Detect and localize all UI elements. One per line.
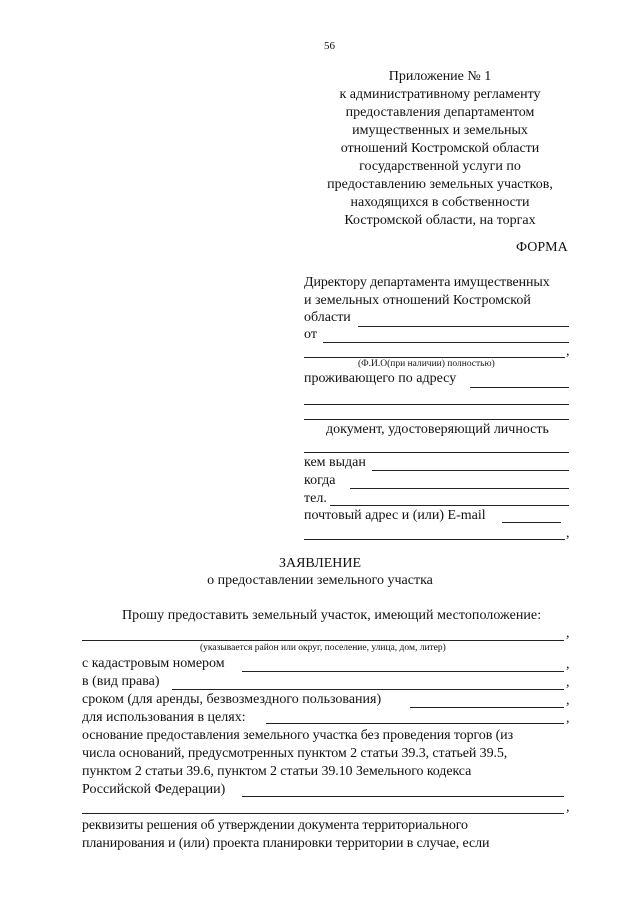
appendix-line: государственной услуги по: [359, 159, 521, 174]
basis-line: пунктом 2 статьи 39.6, пунктом 2 статьи 39.10 Земельного кодекса: [82, 764, 472, 779]
from-blank[interactable]: [323, 342, 569, 343]
comma: ,: [566, 693, 570, 708]
purpose-blank[interactable]: [266, 723, 564, 724]
issued-by-label: кем выдан: [304, 455, 366, 470]
identity-blank[interactable]: [304, 452, 569, 453]
addressee-line: Директору департамента имущественных: [304, 275, 550, 290]
fio-hint: (Ф.И.О(при наличии) полностью): [358, 359, 495, 369]
appendix-line: предоставления департаментом: [345, 105, 535, 120]
appendix-line: к административному регламенту: [339, 87, 541, 102]
comma: ,: [566, 711, 570, 726]
term-blank[interactable]: [410, 707, 564, 708]
comma: ,: [566, 657, 570, 672]
cadastral-blank[interactable]: [242, 671, 564, 672]
right-type-label: в (вид права): [82, 674, 160, 689]
basis-blank[interactable]: [242, 796, 564, 797]
address-blank-1[interactable]: [304, 404, 569, 405]
application-title: ЗАЯВЛЕНИЕ: [278, 556, 362, 571]
identity-doc-label: документ, удостоверяющий личность: [326, 422, 549, 437]
requisites-line: планирования и (или) проекта планировки территории в случае, если: [82, 836, 490, 851]
comma: ,: [566, 800, 570, 815]
when-blank[interactable]: [350, 488, 569, 489]
appendix-line: имущественных и земельных: [352, 123, 528, 138]
application-subtitle: о предоставлении земельного участка: [207, 573, 433, 588]
appendix-line: отношений Костромской области: [340, 141, 540, 156]
basis-line: Российской Федерации): [82, 782, 226, 797]
basis-line: числа оснований, предусмотренных пунктом 2 статьи 39.3, статьей 39.5,: [82, 746, 508, 761]
location-hint: (указывается район или округ, поселение, улица, дом, литер): [200, 643, 446, 653]
comma: ,: [566, 675, 570, 690]
basis-blank-2[interactable]: [82, 813, 564, 814]
residing-label: проживающего по адресу: [304, 371, 457, 386]
comma: ,: [566, 344, 570, 359]
addressee-line: и земельных отношений Костромской: [304, 293, 531, 308]
purpose-label: для использования в целях:: [82, 710, 246, 725]
issued-by-blank[interactable]: [372, 470, 569, 471]
phone-label: тел.: [304, 491, 327, 506]
appendix-line: предоставлению земельных участков,: [327, 177, 553, 192]
postal-label: почтовый адрес и (или) E-mail: [304, 508, 486, 523]
appendix-line: Приложение № 1: [388, 69, 492, 84]
fio-blank[interactable]: [304, 357, 565, 358]
form-label: ФОРМА: [516, 240, 568, 255]
appendix-line: Костромской области, на торгах: [344, 213, 536, 228]
postal-blank-2[interactable]: [304, 539, 565, 540]
cadastral-label: с кадастровым номером: [82, 656, 225, 671]
location-blank[interactable]: [82, 640, 564, 641]
when-label: когда: [304, 473, 336, 488]
comma: ,: [566, 626, 570, 641]
from-label: от: [304, 327, 317, 342]
appendix-line: находящихся в собственности: [350, 195, 530, 210]
comma: ,: [566, 526, 570, 541]
address-blank-2[interactable]: [304, 419, 569, 420]
phone-blank[interactable]: [330, 505, 569, 506]
addressee-line: области: [304, 310, 351, 325]
right-type-blank[interactable]: [172, 689, 564, 690]
oblast-blank[interactable]: [358, 326, 569, 327]
term-label: сроком (для аренды, безвозмездного пользования): [82, 692, 382, 707]
requisites-line: реквизиты решения об утверждении документа территориального: [82, 818, 468, 833]
request-text: Прошу предоставить земельный участок, имеющий местоположение:: [122, 608, 542, 623]
page-number: 56: [324, 40, 335, 52]
basis-line: основание предоставления земельного участка без проведения торгов (из: [82, 728, 514, 743]
residing-blank[interactable]: [470, 387, 569, 388]
postal-blank[interactable]: [502, 522, 561, 523]
